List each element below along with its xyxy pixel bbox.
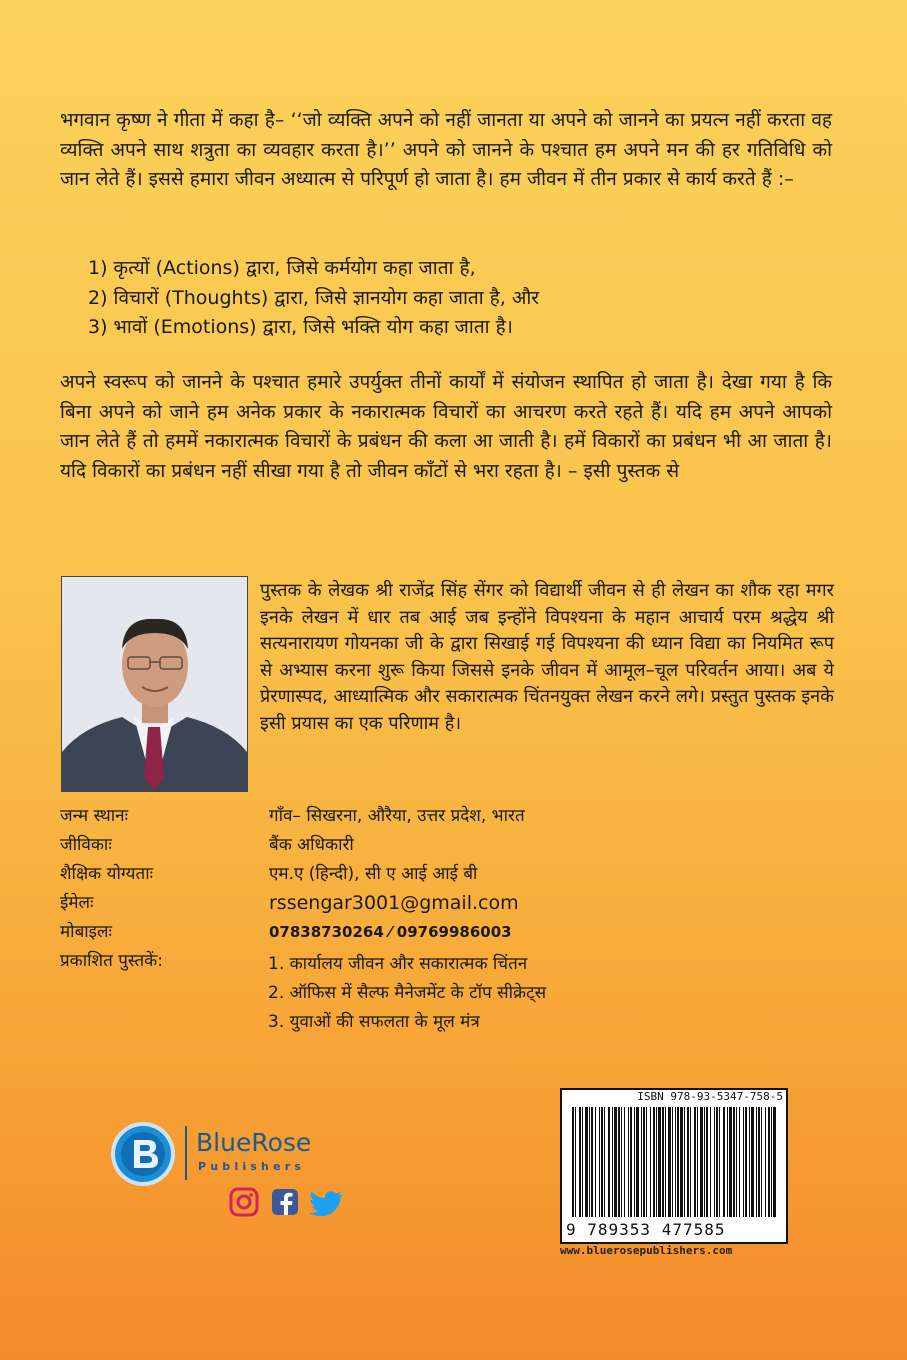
barcode-bar [653, 1107, 655, 1217]
list-item: 1) कृत्यों (Actions) द्वारा, जिसे कर्मयोग कहा जाता है, [88, 257, 476, 279]
barcode-bar [668, 1107, 671, 1217]
barcode-bar [745, 1107, 747, 1217]
barcode-bar [641, 1107, 642, 1217]
barcode-bar [773, 1107, 776, 1217]
barcode-bar [599, 1107, 600, 1217]
barcode-bar [672, 1107, 673, 1217]
barcode-bar [595, 1107, 596, 1217]
barcode-bar [624, 1107, 625, 1217]
barcode-bar [700, 1107, 703, 1217]
barcode-bar [716, 1107, 718, 1217]
barcode-bar [771, 1107, 772, 1217]
barcode-bar [758, 1107, 760, 1217]
barcode-bar [591, 1107, 593, 1217]
barcode-bar [608, 1107, 610, 1217]
mobile-row [60, 918, 710, 947]
barcode-bar [662, 1107, 664, 1217]
barcode-bar [706, 1107, 708, 1217]
facebook-icon[interactable] [272, 1189, 298, 1215]
barcode-bar [751, 1107, 754, 1217]
publisher-subtitle: Publishers [198, 1160, 306, 1173]
list-item: 3) भावों (Emotions) द्वारा, जिसे भक्ति योग कहा जाता है। [88, 316, 513, 338]
barcode-bar [756, 1107, 757, 1217]
barcode-bar [618, 1107, 620, 1217]
barcode-bar [614, 1107, 617, 1217]
mobile-label: मोबाइलः [60, 922, 112, 942]
barcode-bar [675, 1107, 676, 1217]
barcode-bar [743, 1107, 744, 1217]
publisher-name: BlueRose [196, 1128, 312, 1157]
intro-paragraph: भगवान कृष्ण ने गीता में कहा है– ‘‘जो व्यक्ति अपने को नहीं जानता या अपने को जानने का प्रयत्न नहीं करता वह व्यक्ति अपने साथ शत्रुता का व्यवहार करता है।’’ अपने को जानने के पश्चात हम अपने मन की हर गतिविधि को जान लेते हैं। इससे हमारा जीवन अध्यात्म से परिपूर्ण हो जाता है। हम जीवन में तीन प्रकार से कार्य करते हैं :– [60, 109, 832, 190]
barcode-bar [621, 1107, 622, 1217]
barcode-bar [656, 1107, 657, 1217]
publisher-website[interactable]: www.bluerosepublishers.com [560, 1244, 733, 1257]
barcode-bar [680, 1107, 683, 1217]
barcode-bar [749, 1107, 750, 1217]
closing-paragraph: अपने स्वरूप को जानने के पश्चात हमारे उपर्युक्त तीनों कार्यों में संयोजन स्थापित हो जाता है। देखा गया है कि बिना अपने को जाने हम अनेक प्रकार के नकारात्मक विचारों का आचरण करते रहते हैं। यदि हम अपने आपको जान लेते हैं तो हममें नकारात्मक विचारों के प्रबंधन की कला आ जाती है। हमें विकारों का प्रबंधन भी आ जाता है। यदि विकारों का प्रबंधन नहीं सीखा गया है तो जीवन काँटों से भरा रहता है। – इसी पुस्तक से [60, 371, 832, 482]
barcode-bar [628, 1107, 629, 1217]
barcode-bar [579, 1107, 581, 1217]
barcode-bar [589, 1107, 590, 1217]
list-item: 2) विचारों (Thoughts) द्वारा, जिसे ज्ञानयोग कहा जाता है, और [88, 286, 540, 309]
barcode-bar [604, 1107, 605, 1217]
barcode-bar [665, 1107, 666, 1217]
list-item: 2. ऑफिस में सैल्फ मैनेजमेंट के टॉप सीक्रेट्स [268, 983, 547, 1003]
bluerose-logo-icon [110, 1118, 190, 1188]
barcode-bars [568, 1107, 778, 1219]
barcode-bar [650, 1107, 651, 1217]
barcode-bar [684, 1107, 685, 1217]
barcode-bar [636, 1107, 639, 1217]
barcode-bar [710, 1107, 711, 1217]
social-icons [229, 1186, 347, 1218]
barcode-bar [634, 1107, 635, 1217]
barcode-bar [697, 1107, 698, 1217]
books-label: प्रकाशित पुस्तकें: [60, 951, 163, 971]
ean-number: 9 789353 477585 [566, 1220, 726, 1239]
barcode-bar [612, 1107, 613, 1217]
profession-row [60, 831, 710, 860]
barcode-bar [630, 1107, 632, 1217]
education-row [60, 860, 710, 889]
author-bio: पुस्तक के लेखक श्री राजेंद्र सिंह सेंगर को विद्यार्थी जीवन से ही लेखन का शौक रहा मगर इनके लेखन में धार तब आई जब इन्होंने विपश्यना के महान आचार्य परम श्रद्धेय श्री सत्यनारायण गोयनका जी के द्वारा सिखाई गई विपश्यना की ध्यान विद्या का नियमित रूप से अभ्यास करना शुरू किया जिससे इनके जीवन में आमूल–चूल परिवर्तन आया। अब ये प्रेरणास्पद, आध्यात्मिक और सकारात्मक चिंतनयुक्त लेखन करने लगे। प्रस्तुत पुस्तक इनके इसी प्रयास का एक परिणाम है। [260, 580, 834, 734]
barcode-bar [601, 1107, 603, 1217]
education-label: शैक्षिक योग्यताः [60, 864, 154, 884]
barcode-bar [690, 1107, 691, 1217]
email-value[interactable]: rssengar3001@gmail.com [269, 892, 519, 914]
profession-value: बैंक अधिकारी [269, 835, 354, 855]
email-label: ईमेलः [60, 893, 94, 913]
barcode-bar [582, 1107, 583, 1217]
birthplace-value: गाँव– सिखरना, औरैया, उत्तर प्रदेश, भारत [269, 806, 525, 826]
twitter-icon[interactable] [309, 1191, 343, 1216]
barcode-bar [694, 1107, 696, 1217]
barcode-bar [572, 1107, 574, 1217]
work-types-list [88, 254, 539, 343]
barcode-bar [736, 1107, 737, 1217]
barcode-bar [704, 1107, 705, 1217]
barcode-bar [643, 1107, 645, 1217]
birthplace-label: जन्म स्थानः [60, 806, 128, 826]
barcode-bar [677, 1107, 679, 1217]
barcode-bar [739, 1107, 740, 1217]
published-books-list [268, 950, 546, 1037]
barcode-bar [729, 1107, 732, 1217]
instagram-icon[interactable] [231, 1189, 257, 1215]
email-row [60, 889, 710, 918]
barcode-bar [727, 1107, 728, 1217]
list-item: 3. युवाओं की सफलता के मूल मंत्र [268, 1012, 480, 1032]
birthplace-row [60, 802, 710, 831]
barcode-bar [646, 1107, 647, 1217]
profession-label: जीविकाः [60, 835, 112, 855]
barcode-bar [714, 1107, 715, 1217]
barcode-bar [658, 1107, 661, 1217]
barcode-bar [768, 1107, 770, 1217]
barcode-bar [761, 1107, 762, 1217]
mobile-value: 07838730264 ⁄ 09769986003 [269, 923, 512, 941]
barcode-bar [585, 1107, 588, 1217]
education-value: एम.ए (हिन्दी), सी ए आई आई बी [269, 864, 478, 884]
author-photo [61, 576, 248, 792]
barcode-bar [719, 1107, 720, 1217]
barcode-bar [575, 1107, 576, 1217]
barcode-bar [723, 1107, 725, 1217]
isbn-number: ISBN 978-93-5347-758-5 [637, 1090, 783, 1103]
barcode-bar [687, 1107, 689, 1217]
barcode-bar [733, 1107, 735, 1217]
list-item: 1. कार्यालय जीवन और सकारात्मक चिंतन [268, 954, 528, 974]
barcode-bar [765, 1107, 766, 1217]
